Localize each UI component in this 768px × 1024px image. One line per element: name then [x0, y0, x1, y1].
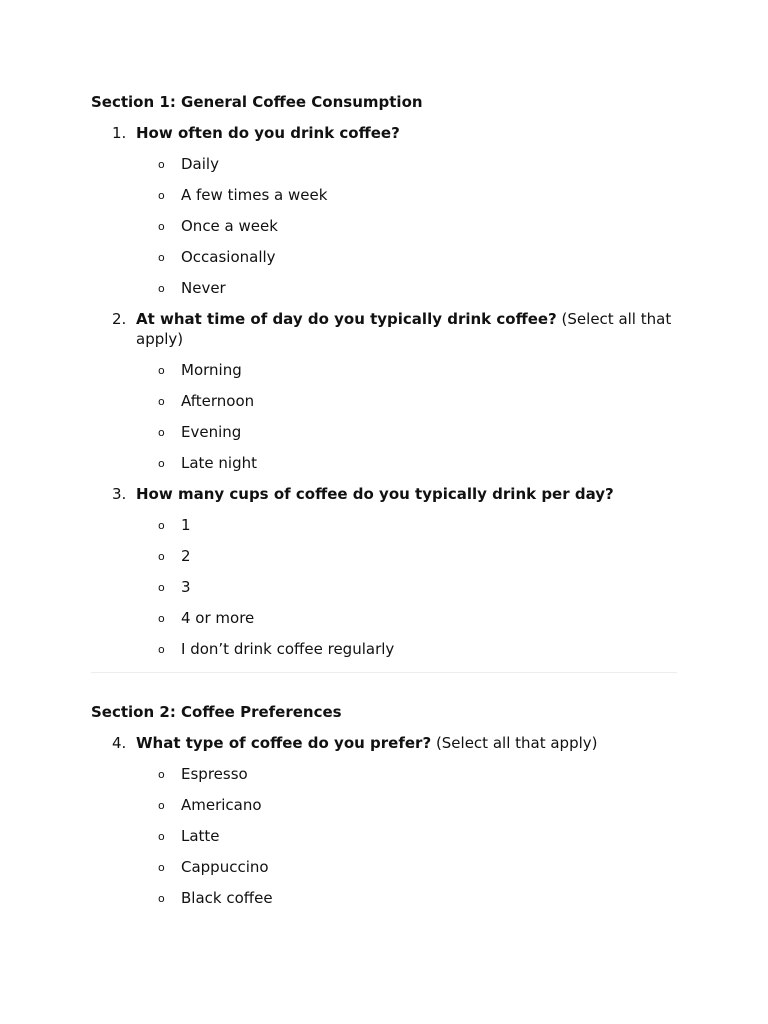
bullet-icon: o	[158, 364, 165, 377]
option-label: Never	[181, 279, 226, 297]
option-list	[91, 360, 677, 473]
bullet-icon: o	[158, 799, 165, 812]
option-label: Cappuccino	[181, 858, 269, 876]
question-4	[91, 733, 677, 753]
bullet-icon: o	[158, 282, 165, 295]
option-label: Espresso	[181, 765, 248, 783]
question-text: At what time of day do you typically drink coffee?	[136, 310, 557, 328]
bullet-icon: o	[158, 830, 165, 843]
option-label: Americano	[181, 796, 262, 814]
bullet-icon: o	[158, 612, 165, 625]
option-item	[91, 546, 677, 566]
question-3	[91, 484, 677, 504]
question-note: (Select all that apply)	[435, 734, 598, 752]
section-title: Section 2: Coffee Preferences	[91, 703, 342, 721]
option-item	[91, 857, 677, 877]
option-label: Late night	[181, 454, 258, 472]
bullet-icon: o	[158, 643, 165, 656]
option-label: Latte	[181, 827, 220, 845]
option-item	[91, 422, 677, 442]
option-label: A few times a week	[181, 186, 328, 204]
option-item	[91, 453, 677, 473]
section-2	[91, 702, 677, 908]
option-label: Once a week	[181, 217, 278, 235]
bullet-icon: o	[158, 189, 165, 202]
option-item	[91, 247, 677, 267]
question-note: (Select all that apply)	[136, 310, 672, 348]
option-item	[91, 154, 677, 174]
option-item	[91, 278, 677, 298]
option-item	[91, 515, 677, 535]
bullet-icon: o	[158, 550, 165, 563]
option-item	[91, 216, 677, 236]
bullet-icon: o	[158, 892, 165, 905]
bullet-icon: o	[158, 395, 165, 408]
option-item	[91, 360, 677, 380]
option-item	[91, 795, 677, 815]
bullet-icon: o	[158, 426, 165, 439]
option-label: 1	[181, 516, 191, 534]
option-label: 3	[181, 578, 191, 596]
option-label: Black coffee	[181, 889, 273, 907]
option-label: Afternoon	[181, 392, 255, 410]
option-item	[91, 608, 677, 628]
question-1	[91, 123, 677, 143]
question-text: How often do you drink coffee?	[136, 124, 400, 142]
option-label: 4 or more	[181, 609, 255, 627]
option-item	[91, 391, 677, 411]
survey-document	[91, 92, 677, 908]
bullet-icon: o	[158, 251, 165, 264]
option-label: Daily	[181, 155, 219, 173]
bullet-icon: o	[158, 220, 165, 233]
section-title: Section 1: General Coffee Consumption	[91, 93, 423, 111]
question-2	[91, 309, 677, 349]
option-label: Occasionally	[181, 248, 276, 266]
option-item	[91, 826, 677, 846]
bullet-icon: o	[158, 519, 165, 532]
bullet-icon: o	[158, 457, 165, 470]
question-number: 1.	[112, 124, 127, 142]
bullet-icon: o	[158, 158, 165, 171]
option-item	[91, 639, 677, 659]
option-label: Morning	[181, 361, 242, 379]
option-list	[91, 764, 677, 908]
option-list	[91, 154, 677, 298]
question-number: 3.	[112, 485, 127, 503]
bullet-icon: o	[158, 581, 165, 594]
option-item	[91, 185, 677, 205]
option-list	[91, 515, 677, 659]
question-number: 2.	[112, 310, 127, 328]
option-item	[91, 764, 677, 784]
section-divider	[91, 672, 677, 673]
bullet-icon: o	[158, 768, 165, 781]
bullet-icon: o	[158, 861, 165, 874]
question-text: What type of coffee do you prefer?	[136, 734, 432, 752]
option-item	[91, 577, 677, 597]
section-1	[91, 92, 677, 659]
option-label: Evening	[181, 423, 242, 441]
question-number: 4.	[112, 734, 127, 752]
option-label: I don’t drink coffee regularly	[181, 640, 395, 658]
option-item	[91, 888, 677, 908]
option-label: 2	[181, 547, 191, 565]
question-text: How many cups of coffee do you typically drink per day?	[136, 485, 614, 503]
